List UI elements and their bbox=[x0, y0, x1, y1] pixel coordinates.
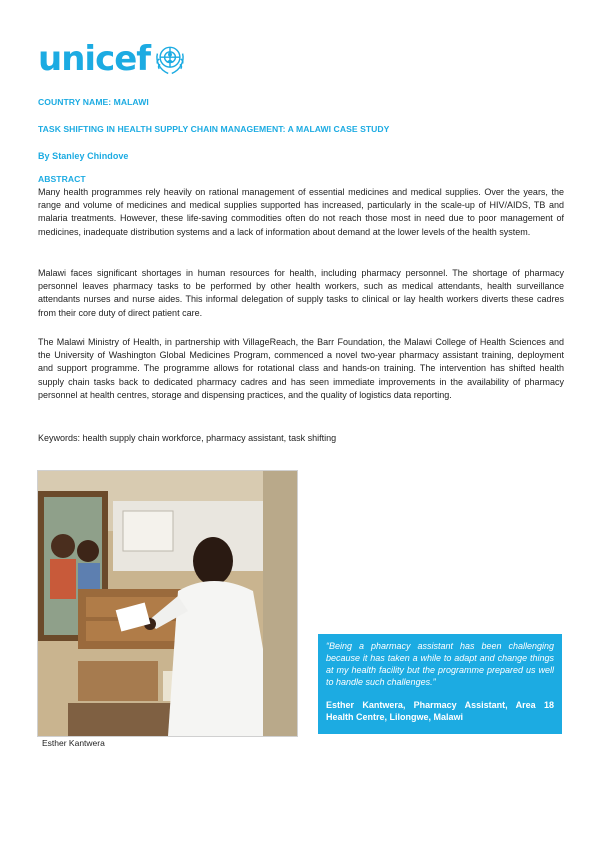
case-study-title: TASK SHIFTING IN HEALTH SUPPLY CHAIN MANAGEMENT: A MALAWI CASE STUDY bbox=[38, 124, 390, 134]
abstract-paragraph-3: The Malawi Ministry of Health, in partnership with VillageReach, the Barr Foundation, the Malawi College of Health Sciences and the University of Washington Global Medicines Program, commenced a novel two-year pharmacy assistant training, deployment and support programme. The programme allows for rotational class and hands-on training. The intervention has shifted health supply chain tasks back to dedicated pharmacy cadres and has seen immediate improvements in the availability of pharmacy personnel at health centres, storage and dispensing practices, and the quality of logistics data reporting. bbox=[38, 337, 564, 400]
abstract-heading: ABSTRACT bbox=[38, 174, 86, 184]
author-byline: By Stanley Chindove bbox=[38, 151, 129, 161]
abstract-paragraph-2: Malawi faces significant shortages in human resources for health, including pharmacy personnel. The shortage of pharmacy personnel leaves pharmacy tasks to be performed by other health workers, such as medical attendants, health surveillance attendants nurses and nurse aides. This informal delegation of supply tasks to clinical or lay health workers diverts these cadres from their core duty of direct patient care. bbox=[38, 268, 564, 318]
country-heading: COUNTRY NAME: MALAWI bbox=[38, 97, 149, 107]
unicef-logo bbox=[38, 38, 198, 80]
abstract-paragraph-1: Many health programmes rely heavily on rational management of essential medicines and medical supplies. Over the years, the range and volume of medicines and medical supplies supported has increased, particularly in the scale-up of HIV/AIDS, TB and malaria treatments. However, these life-saving commodities often do not reach those most in need due to poor management of medicines, inadequate distribution systems and a lack of information about demand at the lower levels of the health system. bbox=[38, 187, 564, 237]
quote-box bbox=[318, 634, 562, 734]
pharmacy-assistant-photo bbox=[37, 470, 298, 737]
quote-text: “Being a pharmacy assistant has been challenging because it has taken a while to adapt and change things at my health facility but the programme prepared us well to handle such challenges.” bbox=[326, 641, 554, 687]
keywords-line: Keywords: health supply chain workforce, pharmacy assistant, task shifting bbox=[38, 433, 337, 443]
photo-illustration bbox=[38, 471, 297, 736]
logo-wordmark: unicef bbox=[38, 39, 151, 79]
quote-attribution: Esther Kantwera, Pharmacy Assistant, Area 18 Health Centre, Lilongwe, Malawi bbox=[326, 700, 554, 722]
photo-caption: Esther Kantwera bbox=[42, 738, 105, 748]
unicef-emblem-icon bbox=[152, 41, 188, 77]
